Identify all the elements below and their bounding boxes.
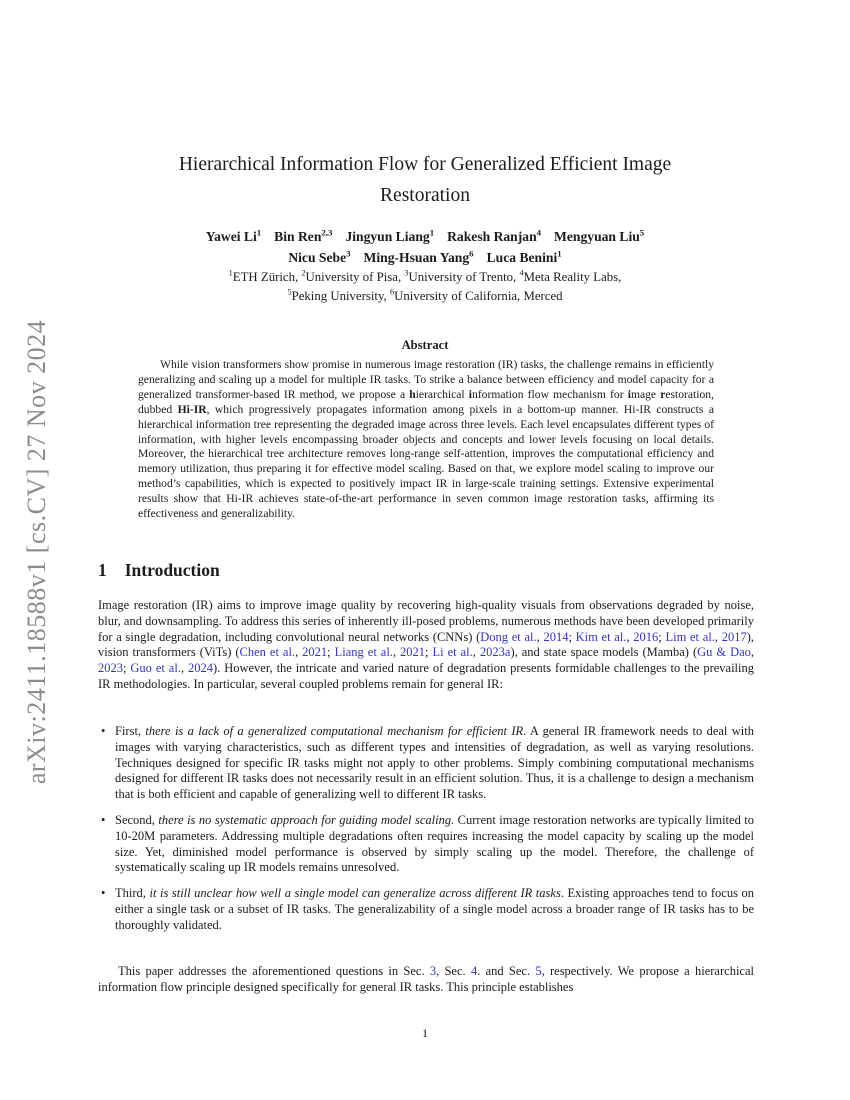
- citation-link[interactable]: Li et al.: [432, 645, 473, 660]
- citation-link[interactable]: Liang et al.: [334, 645, 393, 660]
- text-segment: 6: [469, 248, 474, 259]
- text-segment: Yawei Li: [205, 229, 257, 244]
- text-segment: i: [468, 387, 473, 401]
- citation-link[interactable]: Lim et al.: [665, 629, 715, 644]
- text-segment: ), and state space models (Mamba) (: [510, 645, 698, 660]
- text-segment: 1: [429, 227, 435, 238]
- text-segment: University of Trento,: [408, 270, 520, 284]
- text-segment: there is no systematic approach for guiding model scaling.: [158, 812, 455, 827]
- section-title: Introduction: [124, 560, 220, 580]
- text-segment: ;: [327, 645, 335, 660]
- text-segment: ,: [295, 645, 303, 660]
- authors-line-2: [0, 247, 850, 268]
- citation-link[interactable]: 3: [429, 964, 437, 978]
- paper-title-line1: Hierarchical Information Flow for Generalized Efficient Image: [178, 154, 672, 175]
- text-segment: Image restoration (IR) aims to improve image quality by recovering high-quality visuals from observations degraded by noise, blur, and downsampling. To address this series of inherently ill-posed problems, numerous methods have been developed primarily for a single degradation, including convolutional neural networks (CNNs) (: [98, 598, 754, 644]
- text-segment: 6: [389, 287, 395, 297]
- text-segment: ;: [425, 645, 433, 660]
- bullet-item: [98, 886, 754, 933]
- text-segment: University of California, Merced: [394, 289, 563, 303]
- text-segment: it is still unclear how well a single model can generalize across different IR tasks: [149, 886, 561, 901]
- text-segment: nformation flow mechanism for: [472, 387, 628, 401]
- text-segment: h: [409, 387, 416, 401]
- text-segment: 3: [404, 268, 409, 278]
- text-segment: ierarchical: [415, 387, 469, 401]
- text-segment: ,: [472, 645, 480, 660]
- text-segment: 2,3: [321, 227, 333, 238]
- text-segment: Jingyun Liang: [345, 229, 430, 244]
- abstract-heading: Abstract: [401, 338, 449, 352]
- text-segment: Bin Ren: [274, 229, 322, 244]
- text-segment: Meta Reality Labs,: [523, 270, 622, 284]
- text-segment: 1: [256, 227, 262, 238]
- text-segment: First,: [115, 724, 146, 738]
- text-segment: Second,: [115, 812, 159, 827]
- citation-link[interactable]: Gu & Dao: [697, 645, 751, 660]
- intro-paragraph-1: [98, 598, 754, 693]
- citation-link[interactable]: 2017: [721, 629, 747, 644]
- abstract-text: [138, 358, 714, 522]
- arxiv-stamp: arXiv:2411.18588v1 [cs.CV] 27 Nov 2024: [22, 319, 51, 785]
- text-segment: ,: [714, 629, 722, 644]
- text-segment: estoration, dubbed: [138, 387, 714, 416]
- text-segment: ;: [123, 661, 131, 676]
- text-segment: ;: [568, 629, 576, 644]
- text-segment: ,: [750, 645, 755, 660]
- text-segment: , respectively. We propose a hierarchical information flow principle designed specifically for general IR tasks. This principle establishes: [98, 964, 754, 994]
- text-segment: mage: [630, 387, 661, 401]
- text-segment: Third,: [115, 886, 150, 901]
- text-segment: i: [627, 387, 631, 401]
- text-segment: 4: [519, 268, 524, 278]
- text-segment: Current image restoration networks are typically limited to 10-20M parameters. Addressing multiple degradations often requires increasing the model capacity by scaling up the model size. Yet, diminished model performance is observed by simply scaling up the model. Therefore, the challenge of systematically scaling up IR models remains unresolved.: [115, 812, 755, 875]
- text-segment: Hi-IR: [177, 402, 207, 416]
- bullet-item: [98, 813, 754, 876]
- affiliations-line-1: [0, 268, 850, 287]
- text-segment: 5: [287, 287, 292, 297]
- affiliations-line-2: [0, 287, 850, 306]
- text-segment: r: [660, 387, 666, 401]
- text-segment: . A general IR framework needs to deal with images with varying characteristics, such as different types and intensities of degradation, as well as varying resolutions. Techniques designed for specific IR tasks might not apply to other problems. Simply combining computational mechanisms designed for different IR tasks does not necessarily result in an efficient solution. Thus, it is a challenge to design a mechanism that is both efficient and capable of generalizing well to different IR tasks.: [115, 724, 754, 802]
- affiliations: [0, 268, 850, 306]
- citation-link[interactable]: Kim et al.: [575, 629, 627, 644]
- text-segment: Mengyuan Liu: [554, 229, 640, 244]
- paper-title: [0, 149, 850, 211]
- citation-link[interactable]: 2023: [98, 661, 123, 676]
- text-segment: Nicu Sebe: [288, 250, 347, 265]
- text-segment: While vision transformers show promise in numerous image restoration (IR) tasks, the challenge remains in efficiently generalizing and scaling up a model for multiple IR tasks. To strike a balance between efficiency and model capacity for a generalized transformer-based IR method, we propose a: [138, 358, 714, 401]
- text-segment: ). However, the intricate and varied nature of degradation presents formidable challenges to the prevailing IR methodologies. In particular, several coupled problems remain for general IR:: [98, 661, 754, 691]
- text-segment: ,: [626, 629, 634, 644]
- text-segment: , which progressively propagates information among pixels in a bottom-up manner. Hi-IR constructs a hierarchical information tree representing the degraded image across three levels. Each level encapsulates different types of information, with higher levels encompassing broader objects and concepts and lower levels focusing on local details. Moreover, the hierarchical tree architecture removes long-range self-attention, improves the computational efficiency and memory utilization, thus preparing it for effective model scaling. Based on that, we explore model scaling to improve our method’s capabilities, which is expected to positively impact IR in large-scale training settings. Extensive experimental results show that Hi-IR achieves state-of-the-art performance in seven common image restoration tasks, affirming its effectiveness and generalizability.: [138, 402, 715, 521]
- authors-line-1: [0, 226, 850, 247]
- citation-link[interactable]: 2021: [302, 645, 328, 660]
- text-segment: ETH Zürich,: [232, 270, 302, 284]
- text-segment: 1: [557, 248, 562, 259]
- text-segment: . Existing approaches tend to focus on either a single task or a subset of IR tasks. The generalizability of a single model across a broader range of IR tasks has to be thoroughly validated.: [115, 886, 754, 932]
- text-segment: 4: [536, 227, 542, 238]
- section-number: 1: [98, 560, 107, 580]
- page-number: 1: [422, 1026, 428, 1040]
- text-segment: there is a lack of a generalized computational mechanism for efficient IR: [145, 724, 524, 738]
- author-list: [0, 226, 850, 268]
- citation-link[interactable]: Guo et al.: [130, 661, 181, 676]
- text-segment: Ming-Hsuan Yang: [363, 250, 470, 265]
- text-segment: ,: [536, 629, 544, 644]
- text-segment: 1: [228, 268, 233, 278]
- citation-link[interactable]: 2014: [543, 629, 569, 644]
- text-segment: Luca Benini: [486, 250, 558, 265]
- citation-link[interactable]: 2023a: [479, 645, 511, 660]
- text-segment: ,: [392, 645, 401, 660]
- text-segment: , Sec.: [436, 964, 471, 978]
- citation-link[interactable]: Chen et al.: [239, 645, 296, 660]
- text-segment: University of Pisa,: [305, 270, 405, 284]
- section-heading: [98, 560, 220, 581]
- bullet-item: [98, 724, 754, 803]
- text-segment: . and Sec.: [477, 964, 536, 978]
- citation-link[interactable]: 2024: [188, 661, 213, 676]
- text-segment: ,: [180, 661, 188, 676]
- intro-paragraph-2: [98, 964, 754, 996]
- paper-title-line2: Restoration: [380, 185, 470, 206]
- citation-link[interactable]: 2021: [400, 645, 426, 660]
- citation-link[interactable]: 2016: [633, 629, 659, 644]
- text-segment: Peking University,: [291, 289, 390, 303]
- citation-link[interactable]: 5: [535, 964, 542, 978]
- text-segment: 2: [301, 268, 306, 278]
- text-segment: ), vision transformers (ViTs) (: [98, 629, 755, 660]
- citation-link[interactable]: Dong et al.: [480, 629, 537, 644]
- text-segment: Rakesh Ranjan: [447, 229, 537, 244]
- text-segment: 5: [639, 227, 645, 238]
- citation-link[interactable]: 4: [470, 964, 478, 978]
- text-segment: This paper addresses the aforementioned questions in Sec.: [118, 964, 430, 978]
- text-segment: ;: [658, 629, 666, 644]
- text-segment: 3: [346, 248, 351, 259]
- intro-bullet-list: [98, 724, 754, 944]
